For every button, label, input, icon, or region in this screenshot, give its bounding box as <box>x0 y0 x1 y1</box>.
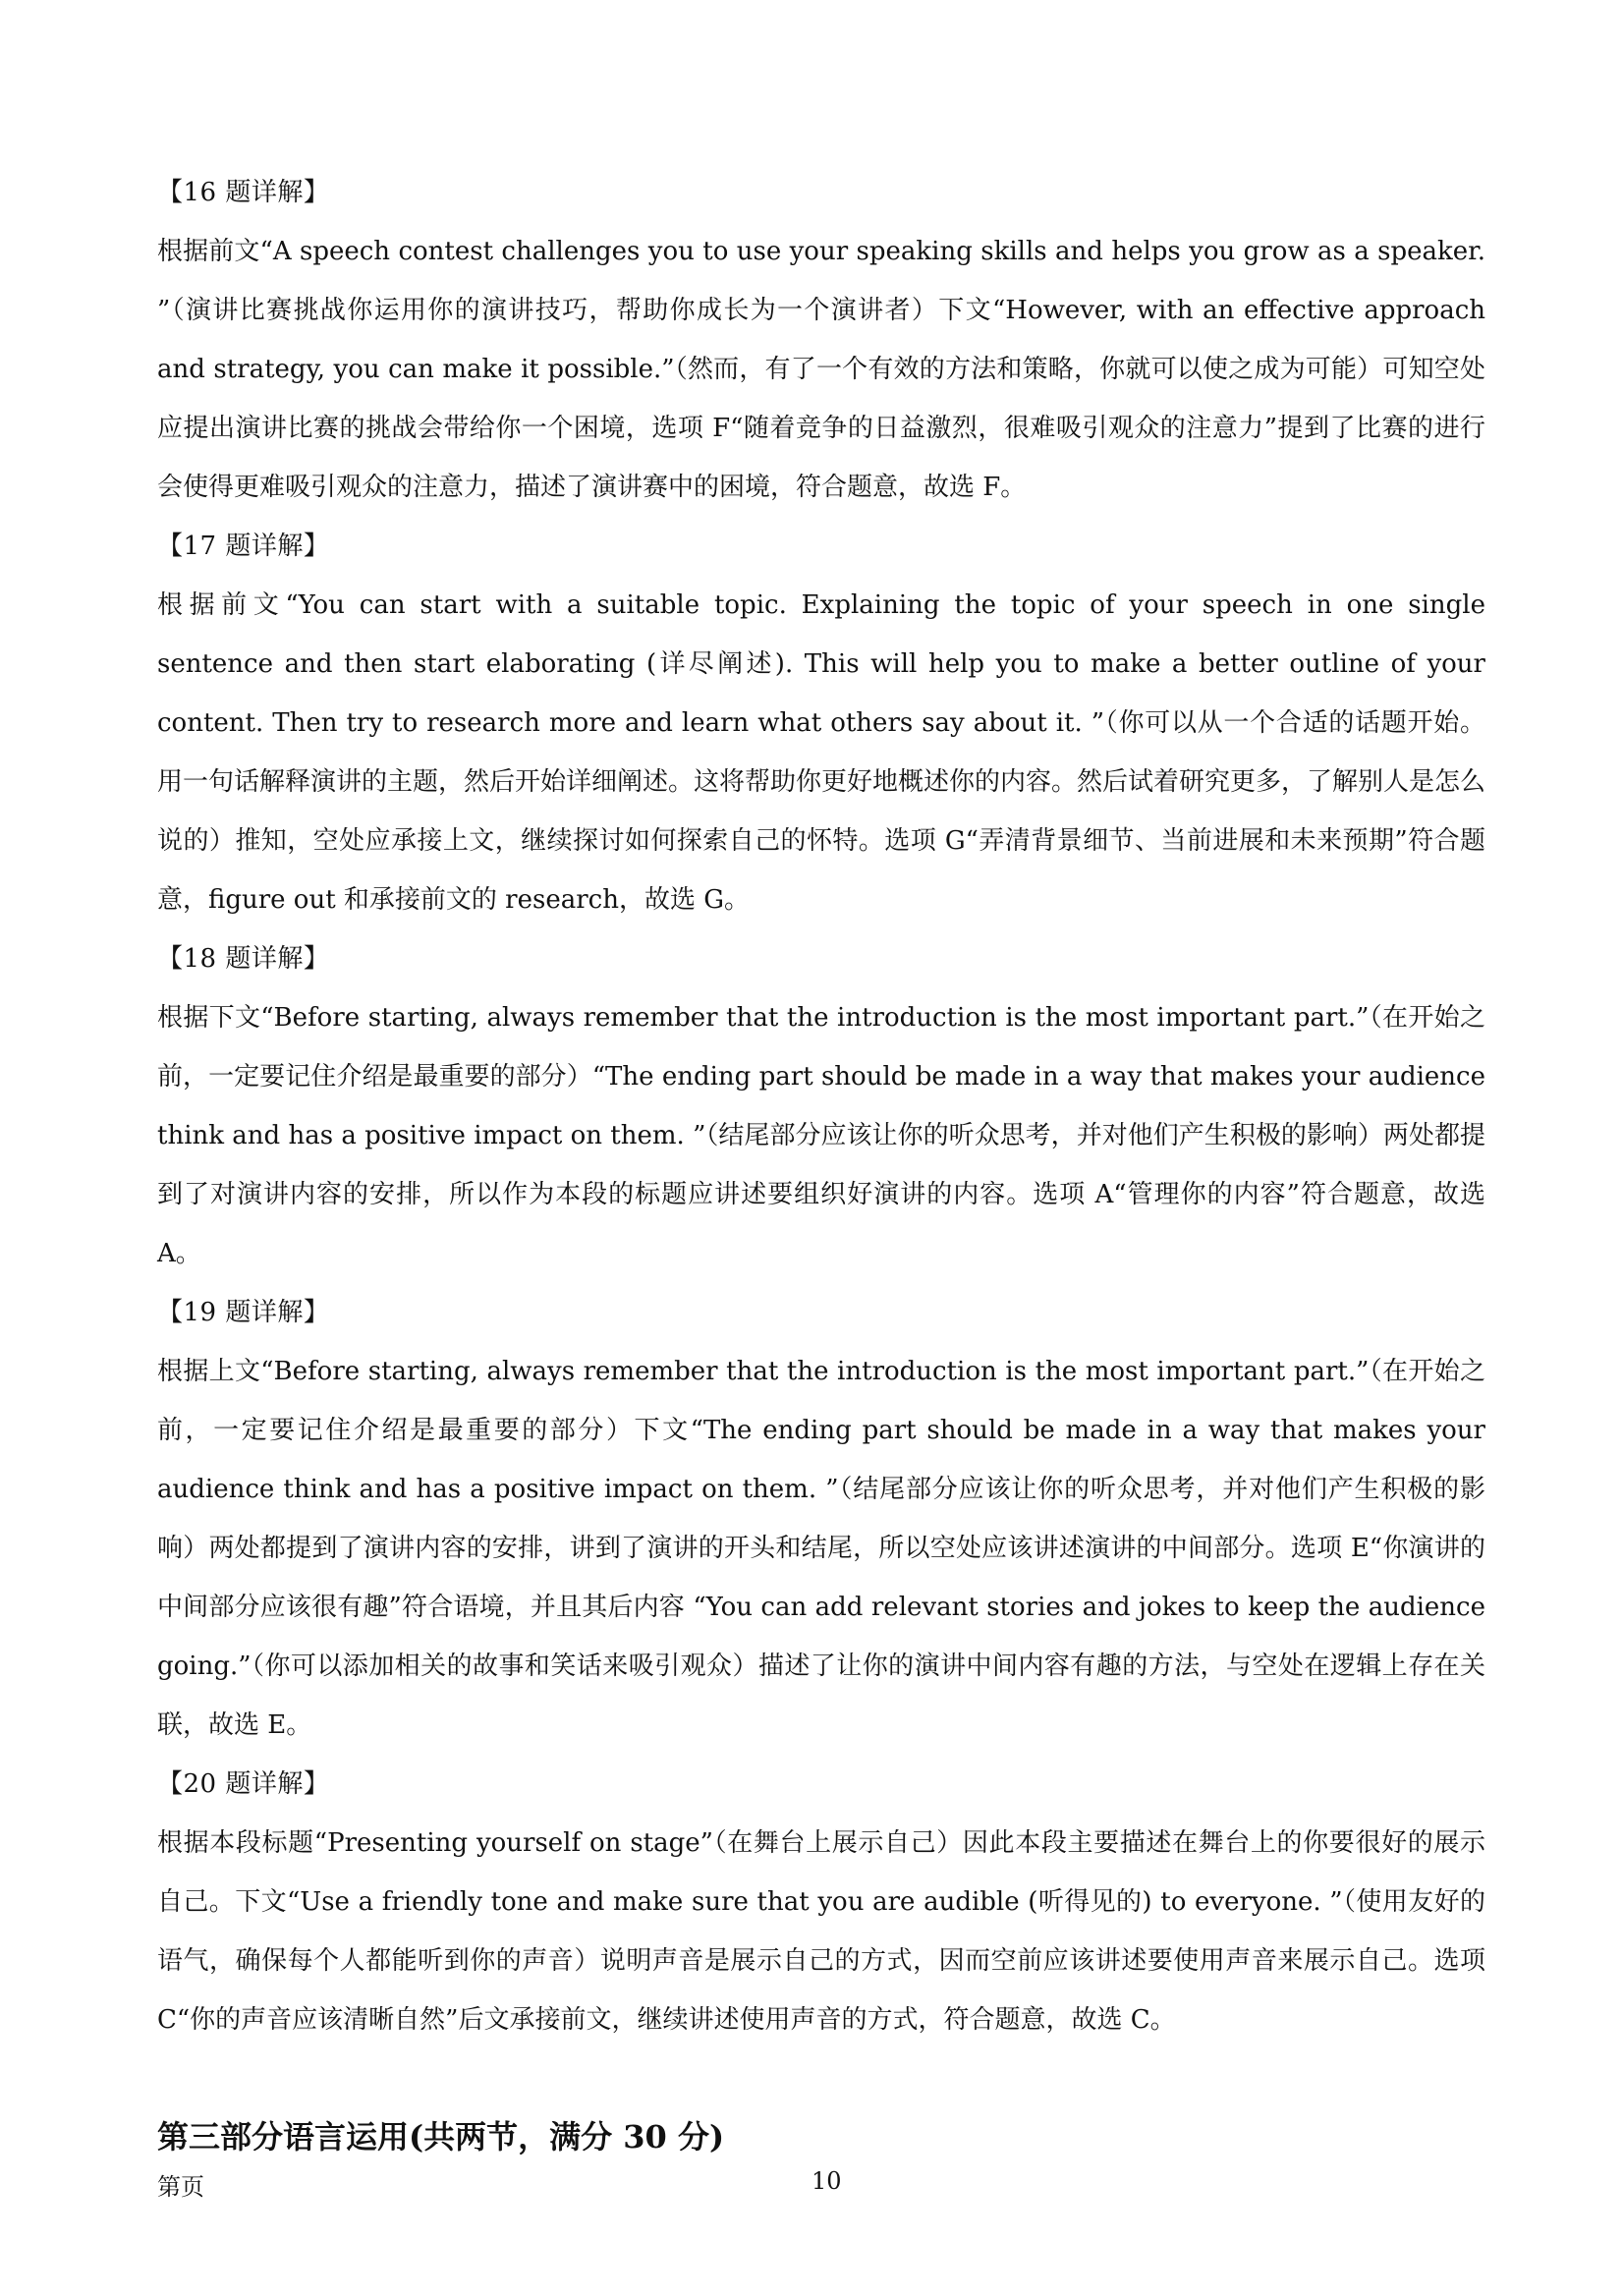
section-text-18: 根据下文“Before starting, always remember that the introduction is the most important part.”（在开始之前，一定要记住介绍是最重要的部分）“The ending part should be made in a way that makes your audience think and has a positive impact on them. ”（结尾部分应该让你的听众思考，并对他们产生积极的影响）两处都提到了对演讲内容的安排，所以作为本段的标题应讲述要组织好演讲的内容。选项 A“管理你的内容”符合题意，故选 A。 <box>157 1003 1485 1268</box>
footer-page-number: 10 <box>812 2167 842 2195</box>
part-three-title: 第三部分语言运用(共两节，满分 30 分) <box>157 2118 725 2156</box>
section-text-16: 根据前文“A speech contest challenges you to use your speaking skills and helps you grow as a speaker. ”（演讲比赛挑战你运用你的演讲技巧，帮助你成长为一个演讲者）下文“However, with an effective approach and strategy, you can make it possible.”（然而，有了一个有效的方法和策略，你就可以使之成为可能）可知空处应提出演讲比赛的挑战会带给你一个困境，选项 F“随着竞争的日益激烈，很难吸引观众的注意力”提到了比赛的进行会使得更难吸引观众的注意力，描述了演讲赛中的困境，符合题意，故选 F。 <box>157 237 1485 502</box>
section-text-20: 根据本段标题“Presenting yourself on stage”（在舞台上展示自己）因此本段主要描述在舞台上的你要很好的展示自己。下文“Use a friendly tone and make sure that you are audible (听得见的) to everyone. ”（使用友好的语气，确保每个人都能听到你的声音）说明声音是展示自己的方式，因而空前应该讲述要使用声音来展示自己。选项 C“你的声音应该清晰自然”后文承接前文，继续讲述使用声音的方式，符合题意，故选 C。 <box>157 1828 1485 2035</box>
footer-page-label: 第页 <box>157 2173 204 2201</box>
answer-explanations <box>157 163 1485 2049</box>
section-text-19: 根据上文“Before starting, always remember that the introduction is the most important part.”（在开始之前，一定要记住介绍是最重要的部分）下文“The ending part should be made in a way that makes your audience think and has a positive impact on them. ”（结尾部分应该让你的听众思考，并对他们产生积极的影响）两处都提到了演讲内容的安排，讲到了演讲的开头和结尾，所以空处应该讲述演讲的中间部分。选项 E“你演讲的中间部分应该很有趣”符合语境，并且其后内容 “You can add relevant stories and jokes to keep the audience going.”（你可以添加相关的故事和笑话来吸引观众）描述了让你的演讲中间内容有趣的方法，与空处在逻辑上存在关联，故选 E。 <box>157 1357 1485 1740</box>
section-heading-19: 【19 题详解】 <box>157 1298 330 1327</box>
section-text-17: 根据前文“You can start with a suitable topic. Explaining the topic of your speech in one single sentence and then start elaborating (详尽阐述). This will help you to make a better outline of your content. Then try to research more and learn what others say about it. ”（你可以从一个合适的话题开始。用一句话解释演讲的主题，然后开始详细阐述。这将帮助你更好地概述你的内容。然后试着研究更多，了解别人是怎么说的）推知，空处应承接上文，继续探讨如何探索自己的怀特。选项 G“弄清背景细节、当前进展和未来预期”符合题意，figure out 和承接前文的 research，故选 G。 <box>157 590 1486 915</box>
section-heading-18: 【18 题详解】 <box>157 944 330 974</box>
section-heading-20: 【20 题详解】 <box>157 1769 330 1799</box>
section-heading-17: 【17 题详解】 <box>157 532 330 561</box>
section-heading-16: 【16 题详解】 <box>157 178 330 207</box>
